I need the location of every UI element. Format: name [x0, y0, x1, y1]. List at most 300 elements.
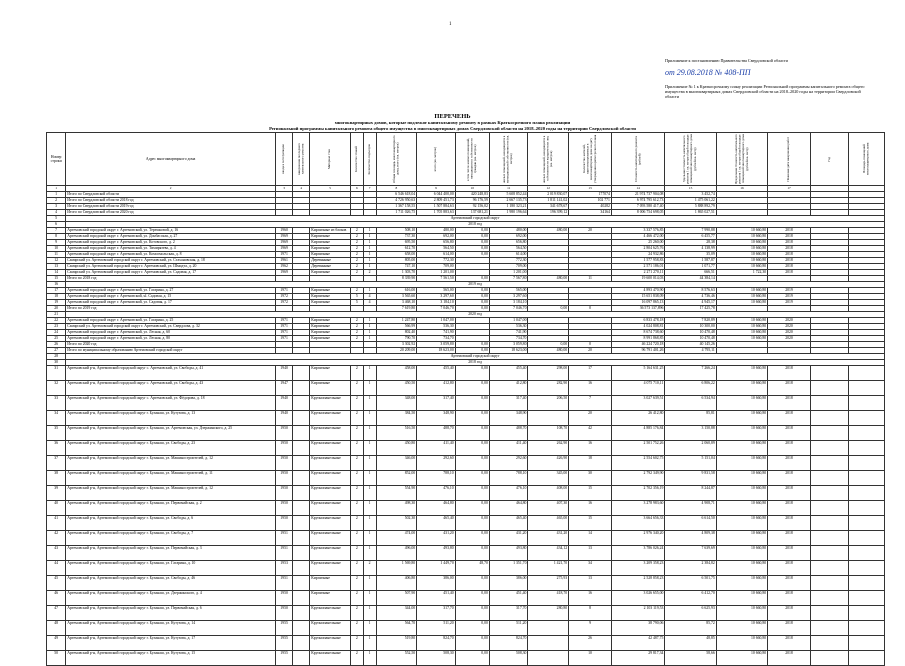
- wall-material: Деревянные: [310, 264, 351, 270]
- address: Артемовский городской округ г. Артемовский, ул. Терешковой, д. 16: [66, 228, 276, 234]
- year-commission: 1950: [276, 516, 293, 531]
- entrances: 1: [363, 252, 376, 258]
- empty-cell: [849, 606, 885, 621]
- area-other: 341 678,67: [528, 204, 569, 210]
- entrances: 1: [363, 546, 376, 561]
- area-all: 292,60: [417, 456, 456, 471]
- area-municipal: 480,00: [489, 228, 528, 234]
- wall-material: Кирпичные: [310, 234, 351, 240]
- table-row: [47, 456, 885, 471]
- entrances: 2: [363, 561, 376, 576]
- entrances: 1: [363, 471, 376, 486]
- houses-table: [46, 132, 885, 666]
- area-residents: 0,00: [455, 441, 489, 456]
- max-cost: 10 660,80: [716, 318, 767, 324]
- residents: 8: [569, 606, 612, 621]
- row-num: 11: [47, 252, 66, 258]
- floors: 2: [350, 636, 363, 651]
- address: Артемовский р-н, Артемовский городской округ г. Буланаш, ул. Машиностроителей, д. 12: [66, 456, 276, 471]
- entrances: 1: [363, 591, 376, 606]
- area-other: 2 019 830,07: [528, 192, 569, 198]
- end-date: 2018: [768, 561, 811, 576]
- end-date: 2018: [768, 234, 811, 240]
- wall-material: Кирпичные: [310, 300, 351, 306]
- row-num: 3: [47, 204, 66, 210]
- wall-material: Кирпичные: [310, 270, 351, 276]
- entrances: 1: [363, 651, 376, 666]
- end-date: 2018: [768, 381, 811, 396]
- area-residents: 0,00: [455, 411, 489, 426]
- year-commission: 1947: [276, 381, 293, 396]
- unit-cost: 28,38: [665, 240, 716, 246]
- area-all: 511,20: [417, 621, 456, 636]
- cost: 42 487,75: [611, 636, 665, 651]
- year-title: 2018 год: [66, 222, 885, 228]
- wall-material: Кирпичные: [310, 330, 351, 336]
- row-num: 37: [47, 456, 66, 471]
- address: Артемовский городской округ г. Артемовский, ул. Лесная, д. 60: [66, 330, 276, 336]
- area-other: 345,00: [528, 471, 569, 486]
- floors: 2: [350, 234, 363, 240]
- unit-cost: 7 266,24: [665, 366, 716, 381]
- wall-material: Крупнопанельные: [310, 426, 351, 441]
- area-all: 386,00: [417, 576, 456, 591]
- wall-material: Кирпичные: [310, 240, 351, 246]
- area-residents: 0,00: [455, 621, 489, 636]
- total-area: 20 209,00: [376, 348, 417, 354]
- entrances: 1: [363, 486, 376, 501]
- year-last-repair: [293, 471, 310, 486]
- unit-cost: 6 501,75: [665, 576, 716, 591]
- cost: 5 164 631,25: [611, 366, 665, 381]
- total-area: 450,80: [376, 441, 417, 456]
- max-cost: 10 660,80: [716, 294, 767, 300]
- area-other: 480,00: [528, 348, 569, 354]
- area-municipal: 1 980 196,64: [489, 210, 528, 216]
- total-area: 507,90: [376, 591, 417, 606]
- area-all: 6 044 400,00: [417, 192, 456, 198]
- row-num: 46: [47, 591, 66, 606]
- empty-cell: [849, 591, 885, 606]
- unit-cost: 1 587,87: [665, 258, 716, 264]
- end-date: 2020: [768, 318, 811, 324]
- max-cost: 10 660,80: [716, 486, 767, 501]
- max-cost: 10 660,80: [716, 336, 767, 342]
- empty-cell: [810, 546, 849, 561]
- area-residents: 0,00: [455, 396, 489, 411]
- column-number: 8: [376, 186, 417, 192]
- total-area: 747,10: [376, 264, 417, 270]
- area-all: 565,00: [417, 288, 456, 294]
- total-area: 8 339,90: [376, 276, 417, 282]
- header-area-other: жилых помещений, находящихся в собственности юридических лиц (кв. метров): [528, 133, 569, 186]
- entrances: 1: [363, 330, 376, 336]
- floors: 2: [350, 240, 363, 246]
- row-num: 12: [47, 258, 66, 264]
- residents: 17: [569, 366, 612, 381]
- table-row: [47, 471, 885, 486]
- cost: 38 790,06: [611, 621, 665, 636]
- unit-cost: 5 151,04: [665, 456, 716, 471]
- residents: 42: [569, 426, 612, 441]
- cost: 6 974 795 612,73: [611, 198, 665, 204]
- empty-cell: [849, 366, 885, 381]
- area-other: 407,30: [528, 501, 569, 516]
- year-commission: 1962: [276, 264, 293, 270]
- document-subtitle-2: Региональной программы капитального ремонта общего имущества в многоквартирных домах Свердловской области на 2018–2020 годы на территории Свердловской области: [269, 126, 636, 131]
- unit-cost: 10 300,00: [665, 324, 716, 330]
- area-municipal: 7 046,70: [489, 306, 528, 312]
- row-num: 24: [47, 330, 66, 336]
- area-residents: 0,00: [455, 531, 489, 546]
- area-residents: 96 176,59: [455, 198, 489, 204]
- max-cost: 10 660,80: [716, 546, 767, 561]
- header-area-municipal: жилых помещений, находящихся в муниципальной собственности (кв. метров): [489, 133, 528, 186]
- area-residents: 420 248,83: [455, 192, 489, 198]
- wall-material: Крупнопанельные: [310, 636, 351, 651]
- area-all: 465,40: [417, 516, 456, 531]
- empty-cell: [810, 561, 849, 576]
- section-row: 5 Артемовский городской округ: [47, 216, 885, 222]
- cost: 7 093 580 417,40: [611, 204, 665, 210]
- unit-cost: 1 071,77: [665, 264, 716, 270]
- max-cost: 10 660,80: [716, 381, 767, 396]
- total-area: 658,00: [376, 252, 417, 258]
- entrances: 1: [363, 258, 376, 264]
- cost: 2 976 340,20: [611, 531, 665, 546]
- area-residents: 0,00: [455, 294, 489, 300]
- entrances: 2: [363, 270, 376, 276]
- unit-cost: 7 639,69: [665, 546, 716, 561]
- area-residents: 0,00: [455, 252, 489, 258]
- year-commission: 1971: [276, 288, 293, 294]
- table-row: [47, 486, 885, 501]
- cost: 21 974 737 904,08: [611, 192, 665, 198]
- wall-material: Крупнопанельные: [310, 561, 351, 576]
- max-cost: 10 660,80: [716, 441, 767, 456]
- total-area: 516,50: [376, 426, 417, 441]
- entrances: 1: [363, 531, 376, 546]
- empty-cell: [810, 621, 849, 636]
- row-num: 27: [47, 348, 66, 354]
- empty-cell: [810, 516, 849, 531]
- area-all: 476,10: [417, 486, 456, 501]
- area-all: 734,70: [417, 336, 456, 342]
- total-area: 616,00: [376, 288, 417, 294]
- entrances: 1: [363, 228, 376, 234]
- floors: 2: [350, 396, 363, 411]
- area-all: 741,90: [417, 330, 456, 336]
- total-area: 496,00: [376, 546, 417, 561]
- area-other: [528, 411, 569, 426]
- empty-cell: [810, 591, 849, 606]
- total-area: 695,50: [376, 240, 417, 246]
- area-residents: 0,00: [455, 636, 489, 651]
- year-commission: 1971: [276, 324, 293, 330]
- area-all: 1 705 883,63: [417, 210, 456, 216]
- residents: 102 771: [569, 198, 612, 204]
- row-label: Итого по Свердловской области: [66, 192, 276, 198]
- residents: 34: [569, 561, 612, 576]
- row-num: 36: [47, 441, 66, 456]
- total-area: 852,00: [376, 471, 417, 486]
- floors: 2: [350, 252, 363, 258]
- cost: 2 804 625,76: [611, 246, 665, 252]
- total-area: 790,70: [376, 336, 417, 342]
- unit-cost: 10 470,48: [665, 336, 716, 342]
- cost: 8 991 868,85: [611, 336, 665, 342]
- entrances: 4: [363, 294, 376, 300]
- row-num: 8: [47, 234, 66, 240]
- year-last-repair: [293, 396, 310, 411]
- address: Артемовский городской округ г. Артемовский, ул. Лесная, д. 80: [66, 336, 276, 342]
- address: Артемовский р-н, Артемовский городской округ с. Артемовский, ул. Свободы, д. 41: [66, 366, 276, 381]
- max-cost: 10 660,80: [716, 531, 767, 546]
- floors: 2: [350, 651, 363, 666]
- cost: 3 278 983,60: [611, 501, 665, 516]
- address: Итого по 2018 год: [66, 276, 276, 282]
- column-number: 1: [47, 186, 66, 192]
- unit-cost: 6 806,22: [665, 381, 716, 396]
- unit-cost: 6 625,93: [665, 606, 716, 621]
- residents: 13: [569, 546, 612, 561]
- max-cost: 10 660,80: [716, 621, 767, 636]
- area-municipal: 656,80: [489, 240, 528, 246]
- area-residents: 0,00: [455, 276, 489, 282]
- table-row: [47, 411, 885, 426]
- wall-material: Крупнопанельные: [310, 486, 351, 501]
- rows-2018-b: [47, 366, 885, 666]
- year-commission: 1972: [276, 294, 293, 300]
- cost: 4 466 472,00: [611, 234, 665, 240]
- unit-cost: 44 384,14: [665, 276, 716, 282]
- address: Артемовский р-н, Артемовский городской округ г. Буланаш, ул. Гагарина, д. 10: [66, 561, 276, 576]
- total-area: 566,99: [376, 324, 417, 330]
- appendix-sub: Приложение № 1 к Краткосрочному плану реализации Региональной программы капитального ремонта общего имущества в многоквартирных домах Свердловской области на 2018–2020 годы на территории Свердловской области: [665, 84, 865, 100]
- address: Артемовский р-н, Артемовский городской округ г. Буланаш, ул. Дзержинского, д. 4: [66, 591, 276, 606]
- area-residents: 0,00: [455, 546, 489, 561]
- wall-material: Крупнопанельные: [310, 621, 351, 636]
- entrances: 1: [363, 336, 376, 342]
- area-residents: 0,00: [455, 606, 489, 621]
- address: Артемовский р-н, Артемовский городской округ г. Буланаш, ул. Свободы, д. 6: [66, 516, 276, 531]
- column-number: 4: [293, 186, 310, 192]
- total-area: 450,50: [376, 381, 417, 396]
- empty-cell: [849, 576, 885, 591]
- area-municipal: 476,10: [489, 486, 528, 501]
- year-commission: 1953: [276, 561, 293, 576]
- area-all: 508,30: [417, 651, 456, 666]
- residents: 0: [569, 342, 612, 348]
- empty-cell: [810, 651, 849, 666]
- area-municipal: 18 623,00: [489, 348, 528, 354]
- max-cost: 10 660,80: [716, 471, 767, 486]
- area-all: 1 507 884,63: [417, 204, 456, 210]
- area-municipal: 3 297,60: [489, 294, 528, 300]
- wall-material: Кирпичные: [310, 288, 351, 294]
- unit-cost: 35,09: [665, 252, 716, 258]
- area-all: 656,80: [417, 240, 456, 246]
- area-residents: 0,00: [455, 381, 489, 396]
- wall-material: Крупнопанельные: [310, 546, 351, 561]
- total-area: 552,50: [376, 651, 417, 666]
- max-cost: 10 660,80: [716, 456, 767, 471]
- total-area: 458,00: [376, 366, 417, 381]
- floors: 2: [350, 258, 363, 264]
- floors: 2: [350, 606, 363, 621]
- area-municipal: 455,40: [489, 366, 528, 381]
- max-cost: 10 660,80: [716, 324, 767, 330]
- area-residents: 0,00: [455, 501, 489, 516]
- empty-cell: [810, 426, 849, 441]
- area-municipal: 741,90: [489, 330, 528, 336]
- area-other: 0,00: [528, 342, 569, 348]
- area-municipal: 3 059,80: [489, 342, 528, 348]
- area-all: 451,40: [417, 591, 456, 606]
- area-other: 408,00: [528, 486, 569, 501]
- max-cost: 10 660,80: [716, 651, 767, 666]
- total-area: 348,00: [376, 396, 417, 411]
- end-date: 2018: [768, 651, 811, 666]
- address: Артемовский городской округ г. Артемовский, ул. Донбасская, д. 27: [66, 234, 276, 240]
- empty-cell: [849, 546, 885, 561]
- address: Самарский ул. Артемовский городской округ г. Артемовский, ул. Свердлова, д. 32: [66, 324, 276, 330]
- area-municipal: 564,50: [489, 246, 528, 252]
- header-address: Адрес многоквартирного дома: [66, 133, 276, 186]
- entrances: 1: [363, 516, 376, 531]
- empty-cell: [810, 381, 849, 396]
- max-cost: 10 660,80: [716, 258, 767, 264]
- unit-cost: 1 475 061,22: [665, 198, 716, 204]
- end-date: 2018: [768, 366, 811, 381]
- area-municipal: 451,40: [489, 591, 528, 606]
- wall-material: Кирпичные: [310, 576, 351, 591]
- header-max-cost: Предельная стоимость капитального ремонта 1 кв. метра общей площади помещений многоквартирного дома (рублей/кв. метр): [716, 133, 767, 186]
- total-area: 1 569,80: [376, 561, 417, 576]
- cost: 3 337 576,85: [611, 228, 665, 234]
- max-cost: 10 660,80: [716, 264, 767, 270]
- area-municipal: 5 608 852,44: [489, 192, 528, 198]
- unit-cost: 5 888 892,79: [665, 204, 716, 210]
- end-date: 2018: [768, 501, 811, 516]
- unit-cost: 10 470,48: [665, 330, 716, 336]
- header-num: Номер строки: [47, 133, 66, 186]
- wall-material: Крупнопанельные: [310, 501, 351, 516]
- year-row: 16 2019 год: [47, 282, 885, 288]
- row-num: 4: [47, 210, 66, 216]
- row-num: 10: [47, 246, 66, 252]
- max-cost: 10 660,80: [716, 561, 767, 576]
- cost: 2 528 858,23: [611, 576, 665, 591]
- area-all: 7 561,50: [417, 276, 456, 282]
- cost: 19 600 014,03: [611, 276, 665, 282]
- total-area: 346,00: [376, 456, 417, 471]
- area-municipal: 465,40: [489, 516, 528, 531]
- column-number: 5: [310, 186, 351, 192]
- total-area: 3 302,92: [376, 342, 417, 348]
- header-total-area: Общая площадь многоквартирного дома, всего (кв. метров): [376, 133, 417, 186]
- entrances: 1: [363, 501, 376, 516]
- area-residents: 0,00: [455, 228, 489, 234]
- address: Артемовский городской округ г. Артемовский, ул. Котовского, д. 2: [66, 240, 276, 246]
- year-last-repair: [293, 576, 310, 591]
- end-date: 2018: [768, 546, 811, 561]
- floors: 2: [350, 330, 363, 336]
- area-municipal: 3 184,10: [489, 300, 528, 306]
- entrances: 1: [363, 318, 376, 324]
- entrances: 1: [363, 426, 376, 441]
- residents: 18: [569, 456, 612, 471]
- wall-material: Кирпичные из блоков: [310, 228, 351, 234]
- empty-cell: [849, 486, 885, 501]
- area-municipal: 7 567,80: [489, 276, 528, 282]
- table-row: [47, 591, 885, 606]
- address: Артемовский р-н, Артемовский городской округ г. Буланаш, ул. Свободы, д. 23: [66, 441, 276, 456]
- row-num: 45: [47, 576, 66, 591]
- area-other: 275,93: [528, 576, 569, 591]
- column-number: 11: [489, 186, 528, 192]
- section-row: 28 Артемовский городской округ: [47, 354, 885, 360]
- address: Артемовский городской округ г. Артемовский, ул. Садовая, д. 17: [66, 300, 276, 306]
- unit-cost: 85,72: [665, 621, 716, 636]
- empty-cell: [810, 471, 849, 486]
- header-end-date: Плановая дата завершения работ: [768, 133, 811, 186]
- empty-cell: [810, 531, 849, 546]
- unit-cost: 2 060,89: [665, 441, 716, 456]
- floors: 2: [350, 501, 363, 516]
- floors: 2: [350, 471, 363, 486]
- max-cost: 10 660,80: [716, 501, 767, 516]
- end-date: 2018: [768, 411, 811, 426]
- address: Артемовский городской округ г. Артемовский, ул. Комсомольская, д. 8: [66, 252, 276, 258]
- row-num: 31: [47, 366, 66, 381]
- year-commission: 1955: [276, 651, 293, 666]
- cost: 24 932,86: [611, 252, 665, 258]
- total-area: 612,70: [376, 246, 417, 252]
- residents: 16: [569, 501, 612, 516]
- max-cost: 10 660,80: [716, 396, 767, 411]
- max-cost: 10 660,80: [716, 240, 767, 246]
- year-title: 2018 год: [66, 360, 885, 366]
- wall-material: Крупнопанельные: [310, 531, 351, 546]
- year-last-repair: [293, 546, 310, 561]
- year-last-repair: [293, 591, 310, 606]
- year-commission: 1971: [276, 336, 293, 342]
- area-all: 788,10: [417, 471, 456, 486]
- end-date: 2020: [768, 336, 811, 342]
- cost: 2 554 602,75: [611, 456, 665, 471]
- residents: 11: [569, 276, 612, 282]
- row-num: 43: [47, 546, 66, 561]
- empty-cell: [849, 621, 885, 636]
- area-municipal: 824,70: [489, 636, 528, 651]
- empty-cell: [849, 561, 885, 576]
- area-all: 431,20: [417, 531, 456, 546]
- area-all: 348,90: [417, 411, 456, 426]
- area-residents: 0,00: [455, 288, 489, 294]
- area-residents: 0,00: [455, 366, 489, 381]
- entrances: 1: [363, 324, 376, 330]
- area-municipal: 1 047,00: [489, 318, 528, 324]
- year-commission: 1971: [276, 330, 293, 336]
- year-last-repair: [293, 411, 310, 426]
- floors: 2: [350, 228, 363, 234]
- year-commission: 1969: [276, 234, 293, 240]
- row-num: 18: [47, 294, 66, 300]
- header-area-residents: в том числе жилых помещений, находящихся в собственности граждан (кв. метров): [455, 133, 489, 186]
- area-residents: 0,00: [455, 456, 489, 471]
- end-date: 2020: [768, 330, 811, 336]
